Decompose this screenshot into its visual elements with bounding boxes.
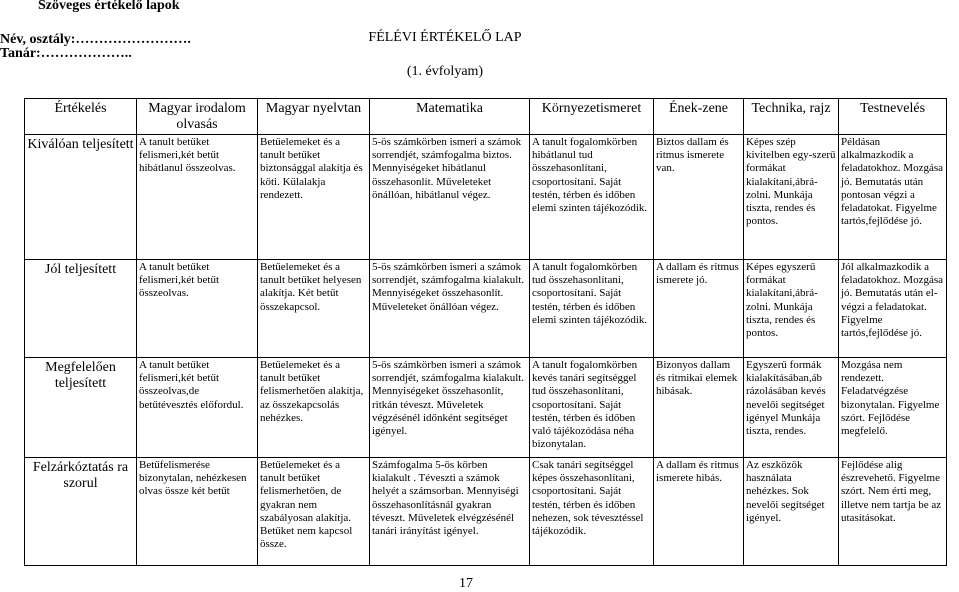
row-label: Megfelelően teljesített	[25, 358, 137, 458]
table-cell: Biztos dallam és ritmus ismerete van.	[654, 135, 744, 260]
table-cell: Számfogalma 5-ös körben kialakult . Téveszti a számok helyét a számsorban. Mennyiségi összehasonlításnál gyakran téveszt. Műveletek elvégzésénél tanári irányítást igényel.	[370, 458, 530, 566]
table-cell: A tanult fogalomkörben tud összehasonlítani, csoportosítani. Saját testén, térben és időben elemi szinten tájékozódik.	[530, 260, 654, 358]
evaluation-table	[24, 98, 947, 566]
table-cell: 5-ös számkörben ismeri a számok sorrendjét, számfogalma kialakult. Mennyiségeket összehasonlít, ritkán téveszt. Műveletek végzésénél időnként segítséget igényel.	[370, 358, 530, 458]
table-cell: A dallam és ritmus ismerete hibás.	[654, 458, 744, 566]
table-cell: Betűelemeket és a tanult betűket felismerhetően alakítja, az összekapcsolás nehézkes.	[258, 358, 370, 458]
sheet-title: FÉLÉVI ÉRTÉKELŐ LAP	[368, 30, 522, 45]
page-number: 17	[459, 576, 473, 591]
table-row	[25, 358, 947, 458]
table-row	[25, 458, 947, 566]
table-cell: Fejlődése alig észrevehető. Figyelme szórt. Nem érti meg, illetve nem tartja be az utasításokat.	[839, 458, 947, 566]
table-cell: 5-ös számkörben ismeri a számok sorrendjét, számfogalma biztos. Mennyiségeket hibátlanul összehasonlít. Műveleteket önállóan, hibátlanul végez.	[370, 135, 530, 260]
table-cell: A tanult fogalomkörben kevés tanári segítséggel tud összehasonlítani, csoportosítani. Saját testén, térben és időben való tájékozódása néha bizonytalan.	[530, 358, 654, 458]
table-cell: Az eszközök használata nehézkes. Sok nevelői segítséget igényel.	[744, 458, 839, 566]
table-cell: A dallam és ritmus ismerete jó.	[654, 260, 744, 358]
name-class-field: Név, osztály:…………………….	[0, 32, 191, 47]
row-label: Jól teljesített	[25, 260, 137, 358]
table-cell: 5-ös számkörben ismeri a számok sorrendjét, számfogalma kialakult. Mennyiségeket összehasonlít. Műveleteket önállóan végez.	[370, 260, 530, 358]
column-header-grammar: Magyar nyelvtan	[258, 99, 370, 135]
table-cell: A tanult betűket felismeri,két betűt hibátlanul összeolvas.	[137, 135, 258, 260]
column-header-math: Matematika	[370, 99, 530, 135]
table-cell: Képes egyszerű formákat kialakítani,ábrá-zolni. Munkája tiszta, rendes és pontos.	[744, 260, 839, 358]
table-cell: Betűelemeket és a tanult betűket helyesen alakítja. Két betűt összekapcsol.	[258, 260, 370, 358]
table-cell: Mozgása nem rendezett. Feladatvégzése bizonytalan. Figyelme szórt. Fejlődése megfelelő.	[839, 358, 947, 458]
sheet-subtitle: (1. évfolyam)	[406, 64, 484, 79]
table-cell: Betűelemeket és a tanult betűket biztonsággal alakítja és köti. Külalakja rendezett.	[258, 135, 370, 260]
column-header-environment: Környezetismeret	[530, 99, 654, 135]
table-cell: Képes szép kivitelben egy-szerű formákat kialakítani,ábrá-zolni. Munkája tiszta, rendes és pontos.	[744, 135, 839, 260]
header-row	[25, 99, 947, 135]
table-cell: Egyszerű formák kialakításában,áb rázolásában kevés nevelői segítséget igényel Munkája tiszta, rendes.	[744, 358, 839, 458]
table-row	[25, 135, 947, 260]
table-cell: Betűfelismerése bizonytalan, nehézkesen olvas össze két betűt	[137, 458, 258, 566]
column-header-literature: Magyar irodalom olvasás	[137, 99, 258, 135]
column-header-music: Ének-zene	[654, 99, 744, 135]
table-cell: A tanult betűket felismeri,két betűt összeolvas,de betűtévesztés előfordul.	[137, 358, 258, 458]
document-title: Szöveges értékelő lapok	[38, 0, 180, 13]
column-header-pe: Testnevelés	[839, 99, 947, 135]
row-label: Kiválóan teljesített	[25, 135, 137, 260]
column-header-art: Technika, rajz	[744, 99, 839, 135]
teacher-field: Tanár:………………..	[0, 46, 132, 61]
column-header-evaluation: Értékelés	[25, 99, 137, 135]
table-cell: Jól alkalmazkodik a feladatokhoz. Mozgása jó. Bemutatás után el-végzi a feladatokat. Figyelme tartós,fejlődése jó.	[839, 260, 947, 358]
table-cell: A tanult betűket felismeri,két betűt összeolvas.	[137, 260, 258, 358]
table-row	[25, 260, 947, 358]
table-cell: Bizonyos dallam és ritmikai elemek hibásak.	[654, 358, 744, 458]
row-label: Felzárkóztatás ra szorul	[25, 458, 137, 566]
table-cell: Csak tanári segítséggel képes összehasonlítani, csoportosítani. Saját testén, térben és időben nehezen, sok tévesztéssel tájékozódik.	[530, 458, 654, 566]
table-cell: Példásan alkalmazkodik a feladatokhoz. Mozgása jó. Bemutatás után pontosan végzi a feladatokat. Figyelme tartós,fejlődése jó.	[839, 135, 947, 260]
table-cell: A tanult fogalomkörben hibátlanul tud összehasonlítani, csoportosítani. Saját testén, térben és időben elemi szinten tájékozódik.	[530, 135, 654, 260]
table-cell: Betűelemeket és a tanult betűket felismerhetően, de gyakran nem szabályosan alakítja. Betűket nem kapcsol össze.	[258, 458, 370, 566]
